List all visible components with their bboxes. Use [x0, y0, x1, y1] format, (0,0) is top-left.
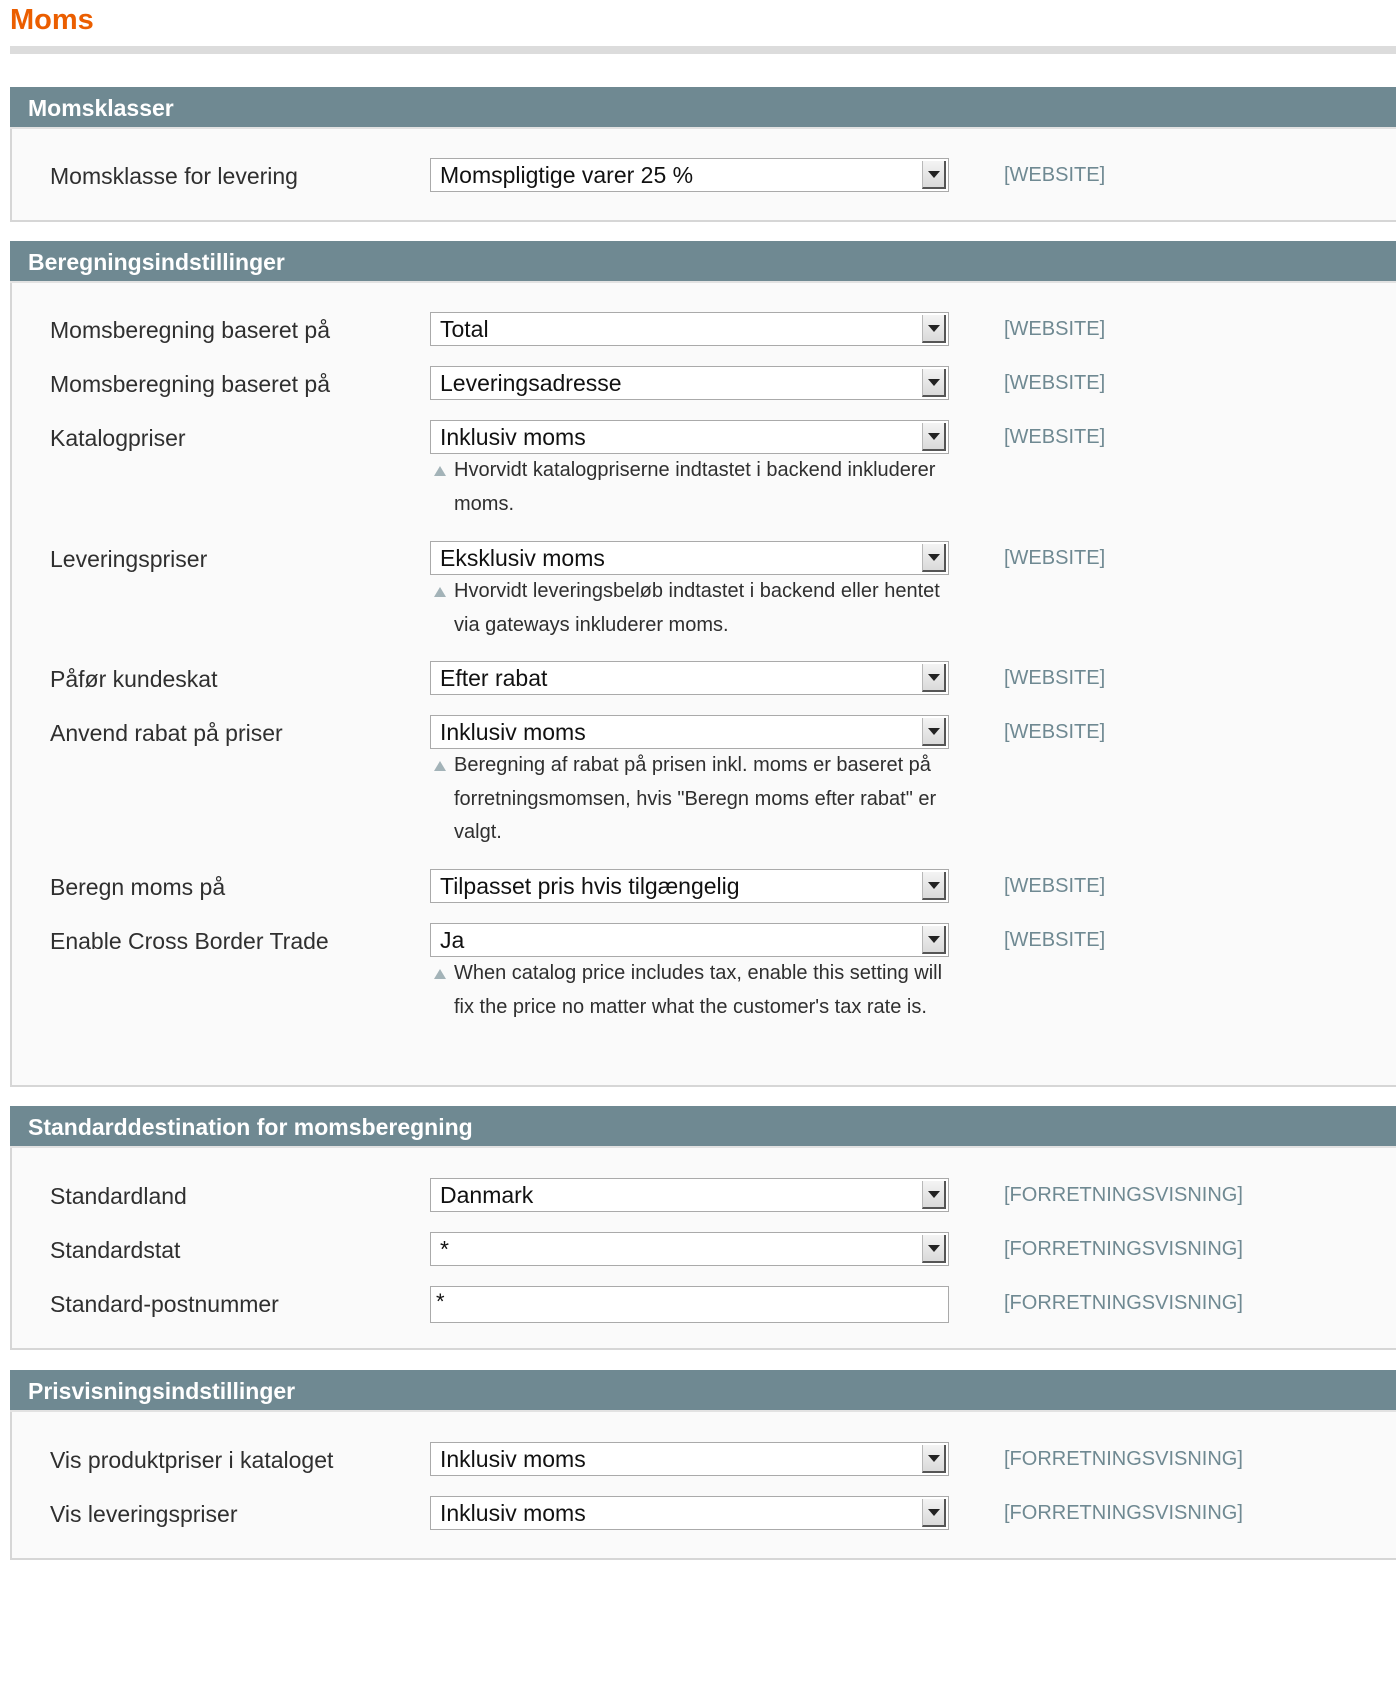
page-title: Moms	[10, 4, 94, 36]
field-label: Beregn moms på	[50, 874, 226, 900]
scope-label: [FORRETNINGSVISNING]	[1004, 1292, 1243, 1314]
field-label: Katalogpriser	[50, 425, 186, 451]
scope-label: [WEBSITE]	[1004, 426, 1106, 448]
field-label: Momsklasse for levering	[50, 163, 298, 189]
apply-discount-on-prices-select[interactable]	[430, 715, 949, 749]
note-text: Beregning af rabat på prisen inkl. moms er baseret på forretningsmomsen, hvis "Beregn moms efter rabat" er valgt.	[454, 754, 937, 843]
chevron-down-icon	[922, 926, 946, 954]
chevron-down-icon	[922, 872, 946, 900]
note-text: Hvorvidt leveringsbeløb indtastet i backend eller hentet via gateways inkluderer moms.	[454, 580, 940, 636]
field-label: Standardland	[50, 1183, 187, 1209]
chevron-down-icon	[922, 369, 946, 397]
select-value: Momspligtige varer 25 %	[440, 162, 694, 188]
section-body	[10, 1148, 1396, 1350]
default-country-select[interactable]	[430, 1178, 949, 1212]
scope-label: [WEBSITE]	[1004, 372, 1106, 394]
field-label: Anvend rabat på priser	[50, 720, 283, 746]
chevron-down-icon	[922, 315, 946, 343]
section-body	[10, 1412, 1396, 1560]
select-value: Inklusiv moms	[440, 1446, 586, 1472]
section-header[interactable]: Momsklasser	[10, 87, 1396, 129]
section-beregningsindstillinger	[10, 241, 1396, 1087]
display-shipping-prices-select[interactable]	[430, 1496, 949, 1530]
note-text: When catalog price includes tax, enable this setting will fix the price no matter what the customer's tax rate is.	[454, 962, 943, 1018]
select-value: Total	[440, 316, 489, 342]
scope-label: [WEBSITE]	[1004, 721, 1106, 743]
chevron-down-icon	[922, 1499, 946, 1527]
field-label: Leveringspriser	[50, 546, 208, 572]
section-standarddestination	[10, 1106, 1396, 1350]
chevron-down-icon	[922, 1445, 946, 1473]
select-value: Inklusiv moms	[440, 424, 586, 450]
select-value: *	[440, 1236, 449, 1262]
chevron-down-icon	[922, 1235, 946, 1263]
field-label: Momsberegning baseret på	[50, 317, 330, 343]
title-divider	[10, 46, 1396, 54]
tax-calculation-based-on-select[interactable]	[430, 366, 949, 400]
shipping-tax-class-select[interactable]	[430, 158, 949, 192]
scope-label: [WEBSITE]	[1004, 164, 1106, 186]
chevron-down-icon	[922, 544, 946, 572]
field-label: Standard-postnummer	[50, 1291, 279, 1317]
shipping-prices-select[interactable]	[430, 541, 949, 575]
scope-label: [WEBSITE]	[1004, 875, 1106, 897]
section-header[interactable]: Beregningsindstillinger	[10, 241, 1396, 283]
triangle-up-icon	[434, 969, 446, 979]
scope-label: [FORRETNINGSVISNING]	[1004, 1502, 1243, 1524]
field-label: Vis produktpriser i kataloget	[50, 1447, 334, 1473]
cross-border-trade-select[interactable]	[430, 923, 949, 957]
field-label: Vis leveringspriser	[50, 1501, 238, 1527]
scope-label: [WEBSITE]	[1004, 547, 1106, 569]
triangle-up-icon	[434, 587, 446, 597]
select-value: Efter rabat	[440, 665, 548, 691]
triangle-up-icon	[434, 466, 446, 476]
select-value: Inklusiv moms	[440, 1500, 586, 1526]
select-value: Ja	[440, 927, 465, 953]
chevron-down-icon	[922, 1181, 946, 1209]
scope-label: [FORRETNINGSVISNING]	[1004, 1238, 1243, 1260]
scope-label: [WEBSITE]	[1004, 667, 1106, 689]
scope-label: [WEBSITE]	[1004, 929, 1106, 951]
default-postcode-input[interactable]	[430, 1286, 949, 1323]
chevron-down-icon	[922, 718, 946, 746]
display-catalog-prices-select[interactable]	[430, 1442, 949, 1476]
apply-tax-on-select[interactable]	[430, 869, 949, 903]
section-header[interactable]: Standarddestination for momsberegning	[10, 1106, 1396, 1148]
default-state-select[interactable]	[430, 1232, 949, 1266]
field-label: Påfør kundeskat	[50, 666, 218, 692]
triangle-up-icon	[434, 761, 446, 771]
scope-label: [FORRETNINGSVISNING]	[1004, 1184, 1243, 1206]
section-header[interactable]: Prisvisningsindstillinger	[10, 1370, 1396, 1412]
note-text: Hvorvidt katalogpriserne indtastet i backend inkluderer moms.	[454, 459, 936, 515]
select-value: Eksklusiv moms	[440, 545, 605, 571]
scope-label: [WEBSITE]	[1004, 318, 1106, 340]
select-value: Inklusiv moms	[440, 719, 586, 745]
section-body	[10, 283, 1396, 1087]
field-label: Standardstat	[50, 1237, 181, 1263]
scope-label: [FORRETNINGSVISNING]	[1004, 1448, 1243, 1470]
input-value: *	[436, 1289, 445, 1314]
field-label: Enable Cross Border Trade	[50, 928, 329, 954]
tax-calculation-method-select[interactable]	[430, 312, 949, 346]
section-body	[10, 129, 1396, 222]
section-momsklasser	[10, 87, 1396, 222]
select-value: Danmark	[440, 1182, 534, 1208]
select-value: Tilpasset pris hvis tilgængelig	[440, 873, 740, 899]
apply-customer-tax-select[interactable]	[430, 661, 949, 695]
chevron-down-icon	[922, 423, 946, 451]
field-label: Momsberegning baseret på	[50, 371, 330, 397]
chevron-down-icon	[922, 664, 946, 692]
catalog-prices-select[interactable]	[430, 420, 949, 454]
section-prisvisningsindstillinger	[10, 1370, 1396, 1560]
chevron-down-icon	[922, 161, 946, 189]
select-value: Leveringsadresse	[440, 370, 622, 396]
